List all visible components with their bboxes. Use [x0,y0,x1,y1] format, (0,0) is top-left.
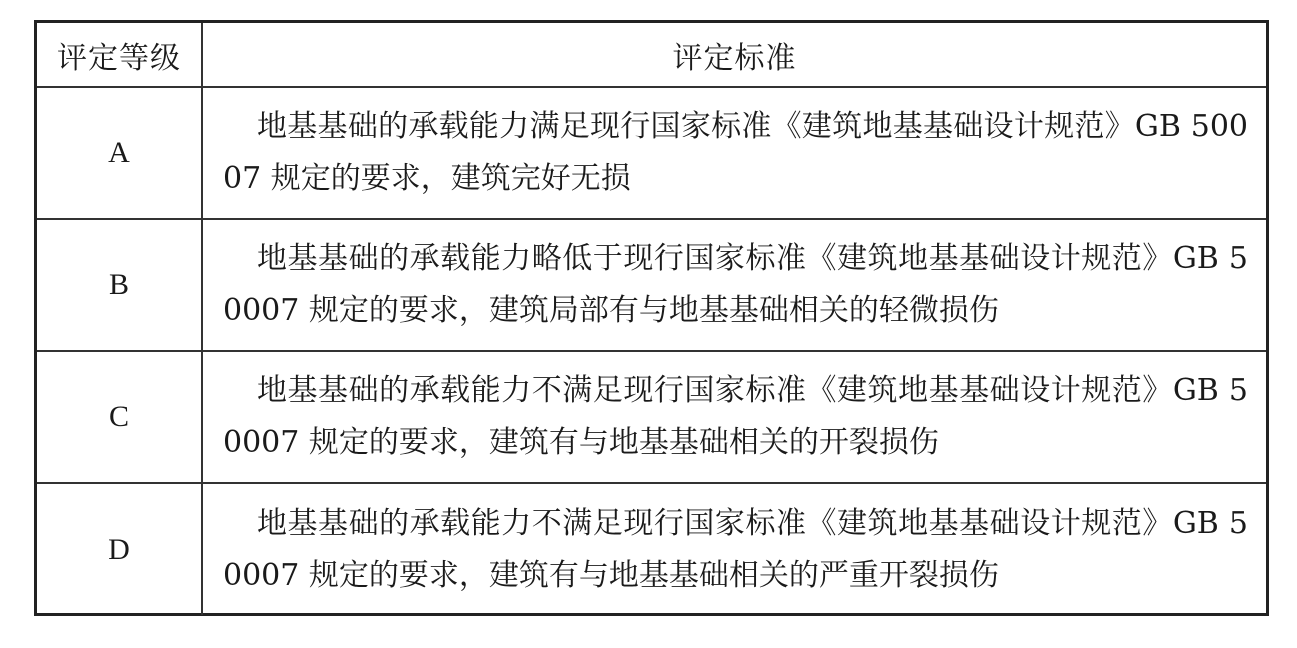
table-header-row [37,23,1266,87]
standard-cell [202,219,1266,351]
grade-cell: D [37,483,202,615]
standard-cell [202,351,1266,483]
standard-text: 地基基础的承载能力不满足现行国家标准《建筑地基基础设计规范》GB 50007 规定的要求，建筑有与地基基础相关的严重开裂损伤 [223,505,1248,593]
table-row [37,483,1266,615]
rating-table-frame [34,20,1269,616]
rating-table [37,23,1266,615]
standard-text: 地基基础的承载能力不满足现行国家标准《建筑地基基础设计规范》GB 50007 规定的要求，建筑有与地基基础相关的开裂损伤 [223,373,1248,460]
standard-cell [202,483,1266,615]
table-row [37,351,1266,483]
grade-cell: B [37,219,202,351]
standard-text: 地基基础的承载能力满足现行国家标准《建筑地基基础设计规范》GB 50007 规定的要求，建筑完好无损 [223,109,1248,196]
grade-cell: C [37,351,202,483]
table-row [37,87,1266,219]
standard-text: 地基基础的承载能力略低于现行国家标准《建筑地基基础设计规范》GB 50007 规定的要求，建筑局部有与地基基础相关的轻微损伤 [223,241,1248,328]
grade-cell: A [37,87,202,219]
standard-cell [202,87,1266,219]
table-row [37,219,1266,351]
header-grade: 评定等级 [37,23,202,87]
header-standard: 评定标准 [202,23,1266,87]
